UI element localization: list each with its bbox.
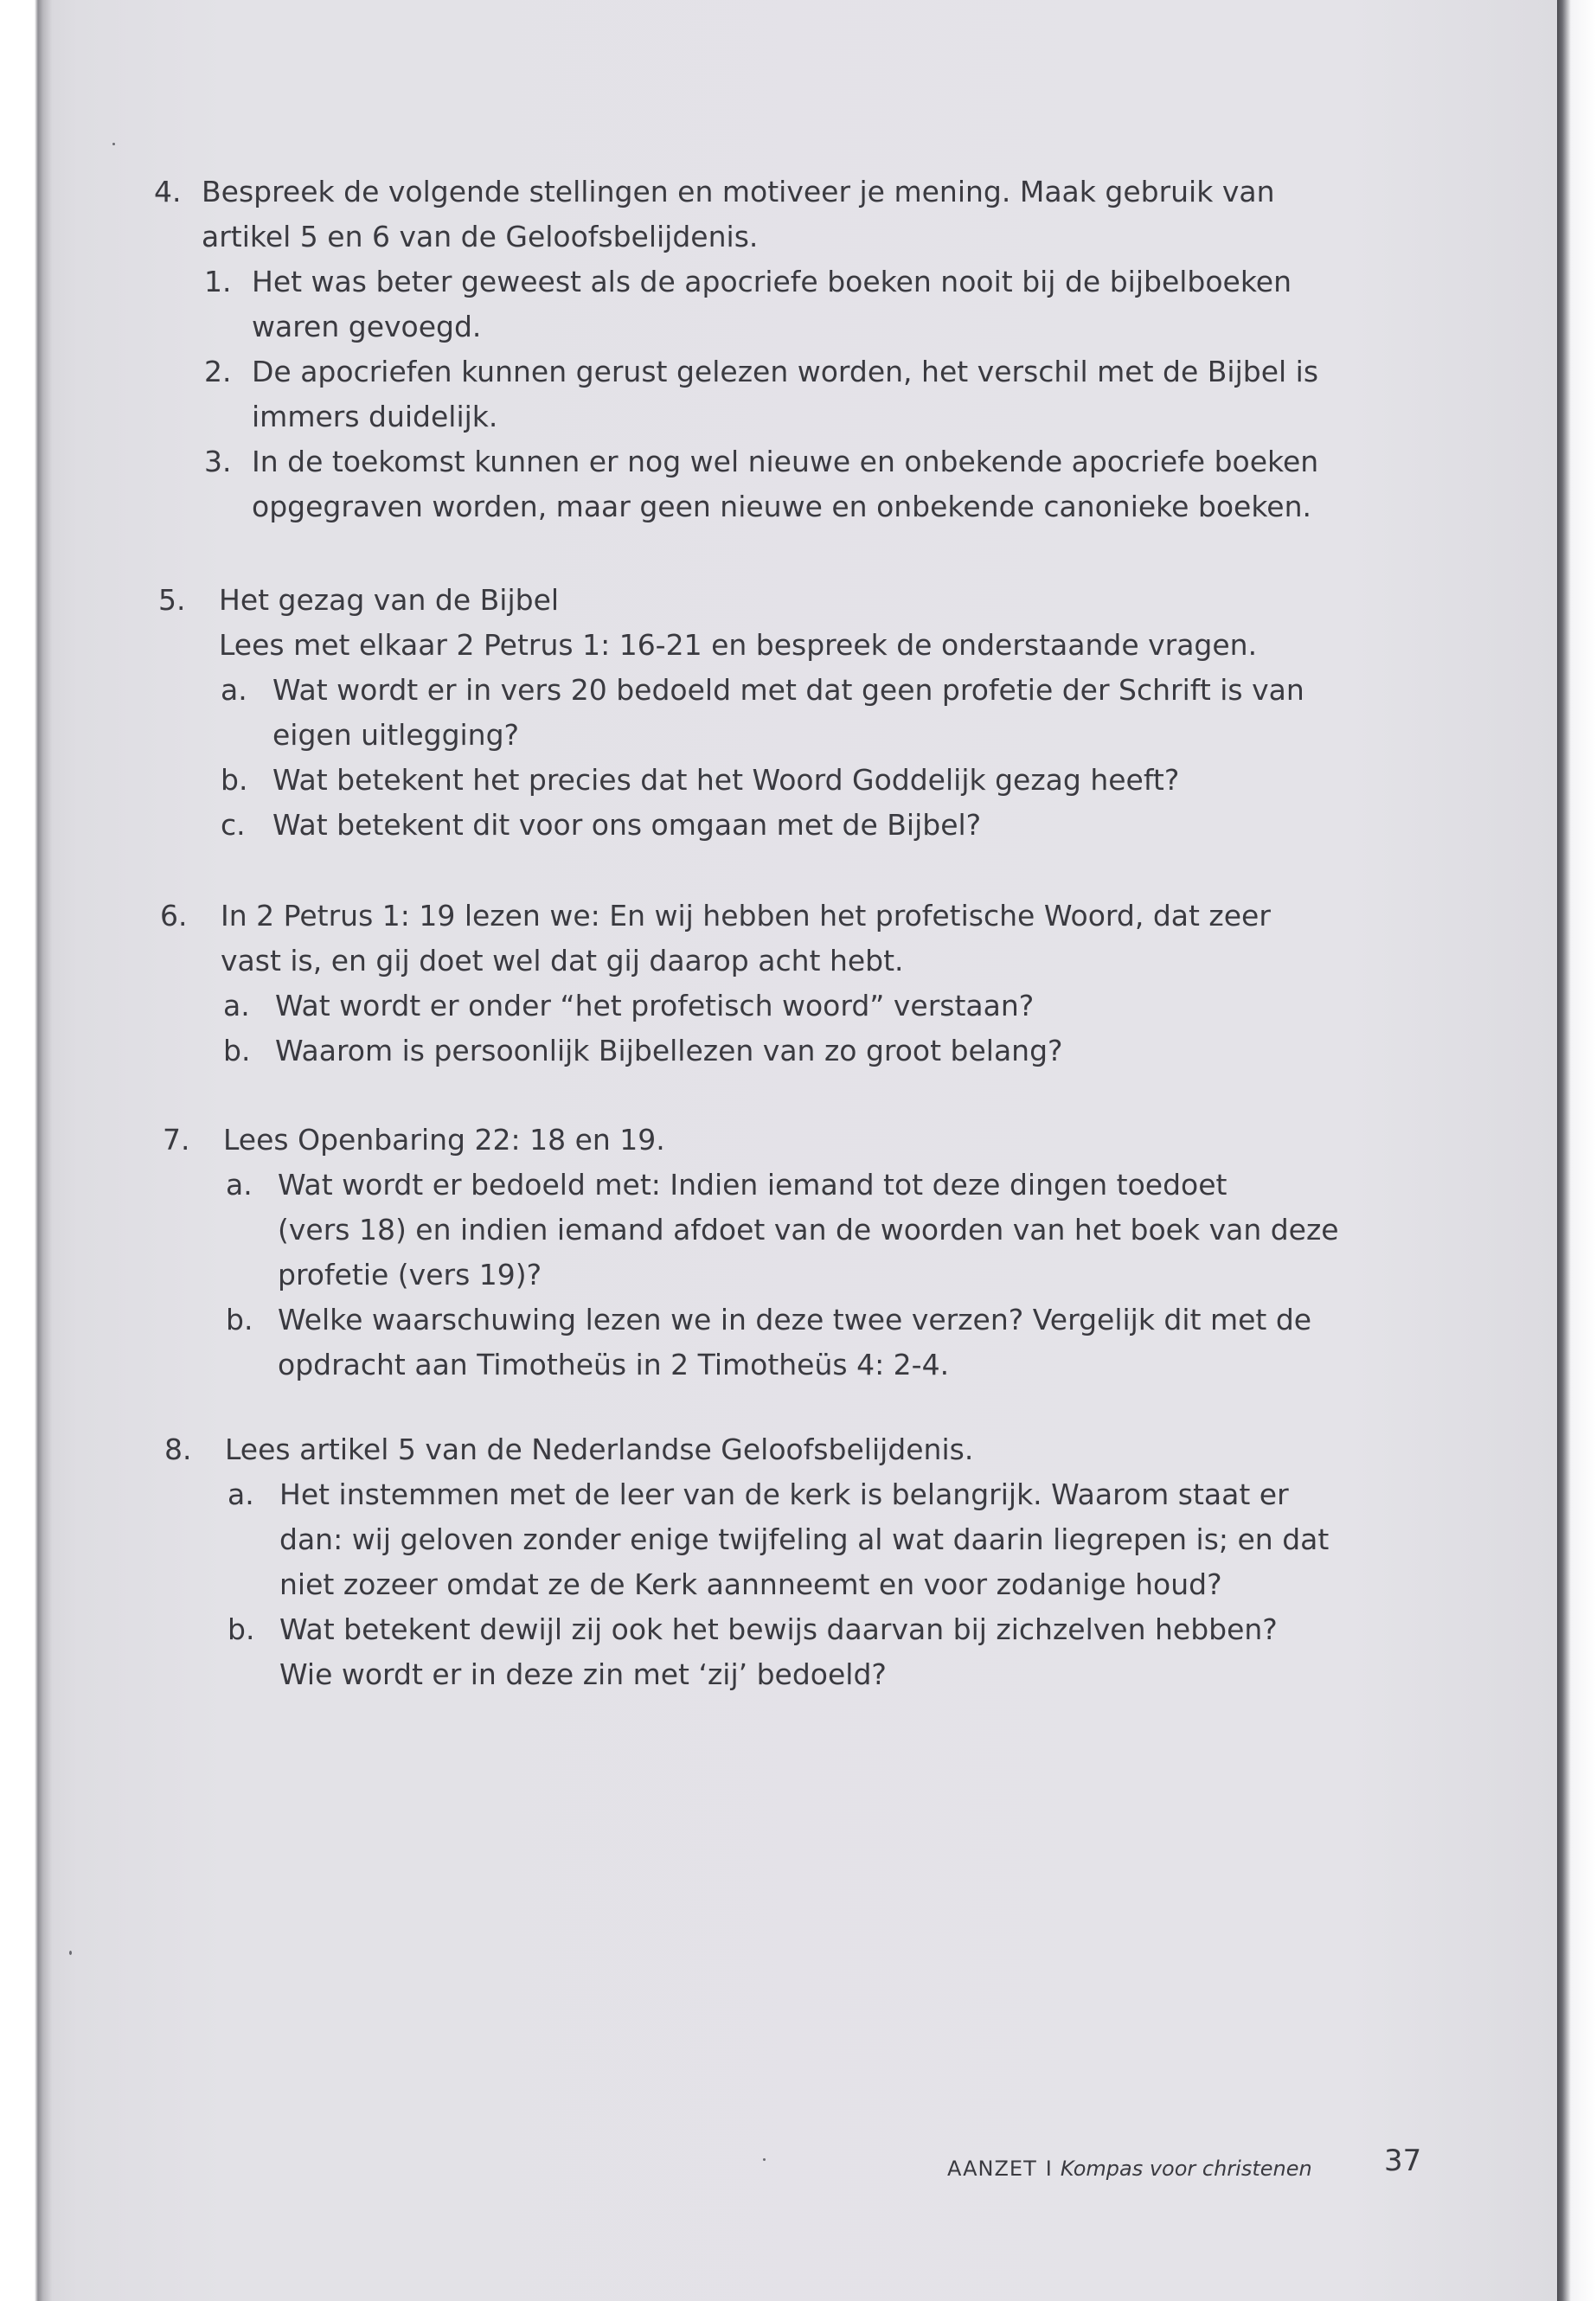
question-item bbox=[221, 803, 1369, 848]
question-8 bbox=[164, 1427, 1375, 1697]
item-text-line: Het instemmen met de leer van de kerk is belangrijk. Waarom staat er bbox=[279, 1477, 1289, 1511]
item-label: 2. bbox=[204, 355, 232, 388]
footer-brand: AANZET bbox=[947, 2157, 1037, 2181]
item-text-line: (vers 18) en indien iemand afdoet van de woorden van het boek van deze bbox=[278, 1213, 1339, 1247]
item-text-line: opgegraven worden, maar geen nieuwe en onbekende canonieke boeken. bbox=[252, 490, 1311, 523]
item-label: a. bbox=[226, 1168, 253, 1202]
item-text-line: Waarom is persoonlijk Bijbellezen van zo groot belang? bbox=[275, 1034, 1063, 1067]
item-label: b. bbox=[228, 1612, 255, 1646]
question-text-line: Bespreek de volgende stellingen en motiveer je mening. Maak gebruik van bbox=[202, 175, 1275, 208]
question-item bbox=[221, 758, 1369, 803]
item-text-line: De apocriefen kunnen gerust gelezen worden, het verschil met de Bijbel is bbox=[252, 355, 1319, 388]
item-label: a. bbox=[223, 989, 250, 1022]
question-item bbox=[223, 1029, 1371, 1074]
item-text-line: waren gevoegd. bbox=[252, 310, 482, 343]
question-item bbox=[204, 439, 1365, 529]
question-6 bbox=[160, 894, 1371, 1074]
item-label: 3. bbox=[204, 445, 232, 478]
question-number: 4. bbox=[154, 175, 182, 208]
item-text-line: eigen uitlegging? bbox=[272, 718, 520, 752]
item-label: a. bbox=[221, 673, 247, 707]
question-text-line: vast is, en gij doet wel dat gij daarop acht hebt. bbox=[221, 944, 904, 977]
item-text-line: immers duidelijk. bbox=[252, 400, 498, 433]
page-footer bbox=[947, 2144, 1432, 2191]
item-label: b. bbox=[223, 1034, 251, 1067]
item-label: a. bbox=[228, 1477, 254, 1511]
item-text-line: Het was beter geweest als de apocriefe boeken nooit bij de bijbelboeken bbox=[252, 265, 1292, 298]
question-text-line: artikel 5 en 6 van de Geloofsbelijdenis. bbox=[202, 220, 759, 253]
question-item bbox=[204, 349, 1365, 439]
question-heading: Het gezag van de Bijbel bbox=[219, 583, 560, 617]
item-text-line: profetie (vers 19)? bbox=[278, 1258, 542, 1292]
item-text-line: opdracht aan Timotheüs in 2 Timotheüs 4: 2-4. bbox=[278, 1348, 950, 1381]
item-label: b. bbox=[221, 763, 248, 797]
page-number: 37 bbox=[1384, 2144, 1422, 2178]
question-item bbox=[221, 668, 1369, 758]
question-item bbox=[226, 1298, 1374, 1388]
question-item bbox=[204, 260, 1365, 349]
question-7 bbox=[163, 1118, 1374, 1388]
item-text-line: dan: wij geloven zonder enige twijfeling al wat daarin liegrepen is; en dat bbox=[279, 1522, 1330, 1556]
question-text-line: Lees met elkaar 2 Petrus 1: 16-21 en bespreek de onderstaande vragen. bbox=[219, 628, 1258, 662]
question-text-line: Lees artikel 5 van de Nederlandse Geloofsbelijdenis. bbox=[225, 1433, 974, 1466]
item-text-line: Wie wordt er in deze zin met ‘zij’ bedoeld? bbox=[279, 1657, 887, 1691]
item-text-line: Wat wordt er bedoeld met: Indien iemand tot deze dingen toedoet bbox=[278, 1168, 1227, 1202]
footer-book-title: Kompas voor christenen bbox=[1060, 2157, 1312, 2181]
item-label: 1. bbox=[204, 265, 232, 298]
footer-separator: I bbox=[1045, 2157, 1052, 2181]
item-text-line: Wat betekent dit voor ons omgaan met de Bijbel? bbox=[272, 808, 982, 842]
question-number: 7. bbox=[163, 1123, 190, 1157]
item-text-line: In de toekomst kunnen er nog wel nieuwe en onbekende apocriefe boeken bbox=[252, 445, 1319, 478]
item-text-line: Wat betekent dewijl zij ook het bewijs daarvan bij zichzelven hebben? bbox=[279, 1612, 1278, 1646]
question-number: 6. bbox=[160, 899, 188, 933]
item-label: b. bbox=[226, 1303, 253, 1336]
item-text-line: Wat wordt er in vers 20 bedoeld met dat geen profetie der Schrift is van bbox=[272, 673, 1304, 707]
question-4 bbox=[154, 170, 1365, 529]
question-number: 5. bbox=[158, 583, 186, 617]
question-text-line: Lees Openbaring 22: 18 en 19. bbox=[223, 1123, 665, 1157]
question-item bbox=[228, 1472, 1375, 1607]
item-text-line: Wat wordt er onder “het profetisch woord” verstaan? bbox=[275, 989, 1035, 1022]
question-text-line: In 2 Petrus 1: 19 lezen we: En wij hebben het profetische Woord, dat zeer bbox=[221, 899, 1271, 933]
question-item bbox=[223, 984, 1371, 1029]
question-item bbox=[228, 1607, 1375, 1697]
item-text-line: niet zozeer omdat ze de Kerk aannneemt en voor zodanige houd? bbox=[279, 1567, 1222, 1601]
question-5 bbox=[158, 578, 1369, 848]
item-label: c. bbox=[221, 808, 246, 842]
question-number: 8. bbox=[164, 1433, 192, 1466]
item-text-line: Welke waarschuwing lezen we in deze twee verzen? Vergelijk dit met de bbox=[278, 1303, 1312, 1336]
item-text-line: Wat betekent het precies dat het Woord Goddelijk gezag heeft? bbox=[272, 763, 1180, 797]
question-item bbox=[226, 1163, 1374, 1298]
